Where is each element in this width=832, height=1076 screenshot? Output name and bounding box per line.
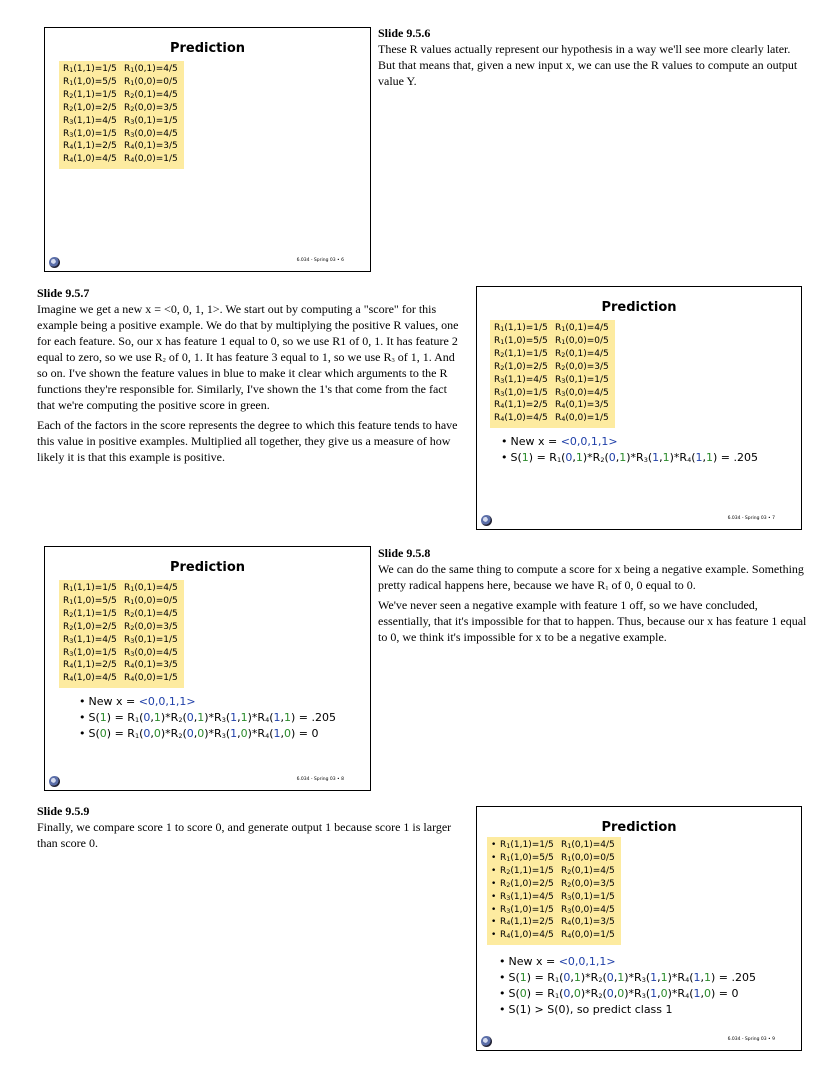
r-row: • $R_3(1,1)=4/5$ $R_3(0,1)=1/5$	[491, 891, 615, 902]
slide-title: Prediction	[169, 41, 246, 56]
r-row: $R_3(1,0)=1/5$ $R_3(0,0)=4/5$	[494, 387, 609, 398]
new-x-bullet: • New x = <0,0,1,1>	[499, 954, 756, 970]
logo-icon	[481, 515, 492, 526]
score-1-bullet: • $S(1) = R_1(0,1)*R_2(0,1)*R_3(1,1)*R_4(1,1) = .205$	[499, 970, 756, 986]
r-values-table	[59, 61, 184, 169]
score-bullets	[499, 954, 756, 1018]
r-row: $R_1(1,1)=1/5$ $R_1(0,1)=4/5$	[494, 323, 609, 333]
note-heading: Slide 9.5.7	[37, 286, 90, 300]
score-bullets	[501, 434, 758, 466]
r-row: $R_1(1,1)=1/5$ $R_1(0,1)=4/5$	[63, 583, 178, 593]
slide-9-5-7	[476, 286, 802, 530]
score-1-bullet: • $S(1) = R_1(0,1)*R_2(0,1)*R_3(1,1)*R_4(1,1) = .205$	[501, 450, 758, 466]
r-row: $R_3(1,1)=4/5$ $R_3(0,1)=1/5$	[63, 115, 178, 126]
note-heading: Slide 9.5.9	[37, 804, 90, 818]
slide-title: Prediction	[169, 560, 246, 575]
r-row: • $R_3(1,0)=1/5$ $R_3(0,0)=4/5$	[491, 904, 615, 915]
slide-note-9-5-9	[37, 803, 467, 851]
r-row: $R_4(1,1)=2/5$ $R_4(0,1)=3/5$	[63, 660, 178, 671]
r-row: $R_1(1,1)=1/5$ $R_1(0,1)=4/5$	[63, 64, 178, 74]
r-row: $R_2(1,1)=1/5$ $R_2(0,1)=4/5$	[494, 348, 609, 359]
r-row: $R_2(1,0)=2/5$ $R_2(0,0)=3/5$	[494, 361, 609, 372]
score-0-bullet: • $S(0) = R_1(0,0)*R_2(0,0)*R_3(1,0)*R_4(1,0) = 0$	[499, 986, 756, 1002]
r-row: $R_3(1,1)=4/5$ $R_3(0,1)=1/5$	[63, 634, 178, 645]
r-row: $R_2(1,1)=1/5$ $R_2(0,1)=4/5$	[63, 608, 178, 619]
r-row: $R_3(1,0)=1/5$ $R_3(0,0)=4/5$	[63, 647, 178, 658]
slide-footer: 6.034 - Spring 03 • 6	[296, 258, 344, 263]
logo-icon	[49, 776, 60, 787]
r-row: $R_4(1,0)=4/5$ $R_4(0,0)=1/5$	[494, 413, 609, 424]
r-row: $R_2(1,1)=1/5$ $R_2(0,1)=4/5$	[63, 89, 178, 100]
new-x-bullet: • New x = <0,0,1,1>	[79, 694, 336, 710]
r-row: $R_1(1,0)=5/5$ $R_1(0,0)=0/5$	[63, 595, 178, 606]
logo-icon	[49, 257, 60, 268]
slide-footer: 6.034 - Spring 03 • 9	[727, 1037, 775, 1042]
r-row: $R_2(1,0)=2/5$ $R_2(0,0)=3/5$	[63, 621, 178, 632]
note-paragraph: Each of the factors in the score represents the degree to which this feature tends to have this value in positive examples. Multiplied all together, they give us a measure of how likely it is that this example is positive.	[37, 418, 458, 464]
slide-title: Prediction	[601, 820, 677, 835]
predict-class-bullet: • S(1) > S(0), so predict class 1	[499, 1002, 756, 1018]
r-values-table	[59, 580, 184, 688]
r-row: • $R_1(1,0)=5/5$ $R_1(0,0)=0/5$	[491, 852, 615, 863]
note-paragraph: We've never seen a negative example with feature 1 off, so we have concluded, essentially, that it's impossible for that to happen. Thus, because our x has feature 1 equal to 0, we think it's impossible for x to be a negative example.	[378, 598, 807, 644]
slide-note-9-5-6	[378, 25, 810, 89]
r-row: • $R_2(1,1)=1/5$ $R_2(0,1)=4/5$	[491, 865, 615, 876]
r-row: $R_3(1,0)=1/5$ $R_3(0,0)=4/5$	[63, 128, 178, 139]
slide-note-9-5-8	[378, 545, 810, 649]
slide-note-9-5-7	[37, 285, 467, 469]
slide-9-5-8	[44, 546, 371, 791]
note-paragraph: Imagine we get a new x = <0, 0, 1, 1>. We start out by computing a "score" for this example being a positive example. We do that by multiplying the positive R values, one for each feature. So, our x has feature 1 equal to 0, so we use R1 of 0, 1. It has feature 2 equal to zero, so we use $R_2$ of 0, 1. It has feature 3 equal to 1, so we use $R_3$ of 1, 1. And so on. I've shown the feature values in blue to make it clear which arguments to the R functions they're responsible for. Similarly, I've shown the 1's that come from the fact that we're computing the positive score in green.	[37, 302, 459, 412]
r-row: $R_4(1,1)=2/5$ $R_4(0,1)=3/5$	[63, 141, 178, 152]
r-row: $R_4(1,1)=2/5$ $R_4(0,1)=3/5$	[494, 400, 609, 411]
score-bullets	[79, 694, 336, 742]
r-row: $R_3(1,1)=4/5$ $R_3(0,1)=1/5$	[494, 374, 609, 385]
r-row: $R_1(1,0)=5/5$ $R_1(0,0)=0/5$	[494, 335, 609, 346]
note-paragraph: We can do the same thing to compute a score for x being a negative example. Something pretty radical happens here, because we have $R_1$ of 0, 0 equal to 0.	[378, 562, 804, 592]
note-text: Finally, we compare score 1 to score 0, and generate output 1 because score 1 is larger than score 0.	[37, 820, 452, 850]
r-row: $R_2(1,0)=2/5$ $R_2(0,0)=3/5$	[63, 102, 178, 113]
r-values-table	[487, 837, 621, 945]
score-0-bullet: • $S(0) = R_1(0,0)*R_2(0,0)*R_3(1,0)*R_4(1,0) = 0$	[79, 726, 336, 742]
r-row: • $R_4(1,0)=4/5$ $R_4(0,0)=1/5$	[491, 930, 615, 941]
slide-title: Prediction	[601, 300, 677, 315]
r-row: $R_4(1,0)=4/5$ $R_4(0,0)=1/5$	[63, 673, 178, 684]
score-1-bullet: • $S(1) = R_1(0,1)*R_2(0,1)*R_3(1,1)*R_4(1,1) = .205$	[79, 710, 336, 726]
new-x-bullet: • New x = <0,0,1,1>	[501, 434, 758, 450]
r-values-table	[490, 320, 615, 428]
note-text: These R values actually represent our hypothesis in a way we'll see more clearly later. But that means that, given a new input x, we can use the R values to compute an output value Y.	[378, 42, 798, 88]
slide-footer: 6.034 - Spring 03 • 8	[296, 777, 344, 782]
slide-9-5-9	[476, 806, 802, 1051]
r-row: • $R_1(1,1)=1/5$ $R_1(0,1)=4/5$	[491, 840, 615, 850]
r-row: • $R_2(1,0)=2/5$ $R_2(0,0)=3/5$	[491, 878, 615, 889]
slide-footer: 6.034 - Spring 03 • 7	[727, 516, 775, 521]
logo-icon	[481, 1036, 492, 1047]
note-heading: Slide 9.5.8	[378, 546, 431, 560]
r-row: • $R_4(1,1)=2/5$ $R_4(0,1)=3/5$	[491, 917, 615, 928]
note-heading: Slide 9.5.6	[378, 26, 431, 40]
r-row: $R_4(1,0)=4/5$ $R_4(0,0)=1/5$	[63, 154, 178, 165]
r-row: $R_1(1,0)=5/5$ $R_1(0,0)=0/5$	[63, 76, 178, 87]
slide-9-5-6	[44, 27, 371, 272]
